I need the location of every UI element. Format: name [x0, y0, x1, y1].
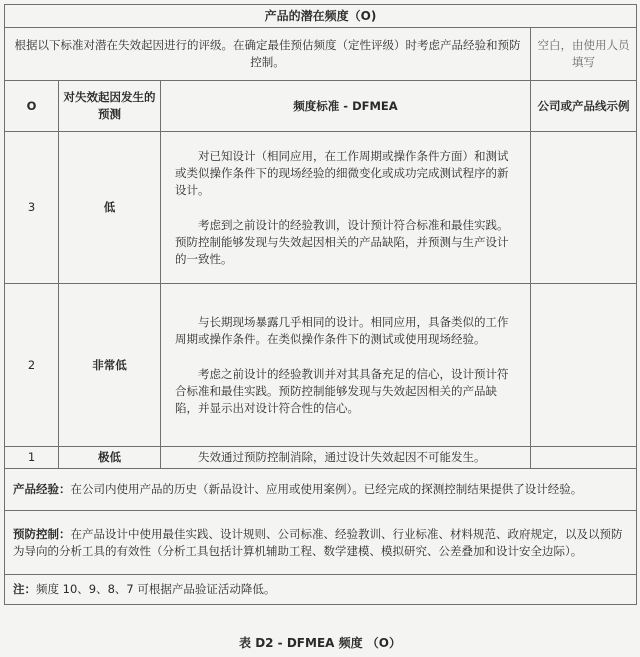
footnote-text: 在产品设计中使用最佳实践、设计规则、公司标准、经验教训、行业标准、材料规范、政府规定，以及以预防为导向的分析工具的有效性（分析工具包括计算机辅助工程、数学建模、模拟研究、公差叠加和设计安全边际）。: [13, 526, 623, 558]
footnote-label: 产品经验：: [13, 482, 71, 496]
criteria-paragraph: 与长期现场暴露几乎相同的设计。相同应用，具备类似的工作周期或操作条件。在类似操作条件下的测试或使用现场经验。: [175, 314, 509, 346]
row-criteria: [161, 447, 531, 469]
footnote-prevention-controls: [5, 511, 637, 575]
footnote-label: 预防控制：: [13, 526, 71, 541]
row-criteria: [161, 132, 531, 284]
row-example-cell: [531, 447, 637, 469]
row-o-value: 2: [5, 284, 59, 447]
table-row: [5, 447, 637, 469]
criteria-paragraph: 对已知设计（相同应用，在工作周期或操作条件方面）和测试或类似操作条件下的现场经验的细微变化或成功完成测试程序的新设计。: [175, 148, 509, 197]
dfmea-occurrence-table-document: [4, 4, 636, 605]
criteria-paragraph: 考虑到之前设计的经验教训，设计预计符合标准和最佳实践。预防控制能够发现与失效起因相关的产品缺陷，并预测与生产设计的一致性。: [175, 217, 509, 266]
footnote-label: 注：: [13, 582, 36, 596]
header-examples: 公司或产品线示例: [531, 81, 637, 132]
footnote-text: 在公司内使用产品的历史（新品设计、应用或使用案例）。已经完成的探测控制结果提供了设计经验。: [70, 482, 583, 496]
row-prediction: 极低: [59, 447, 161, 469]
header-o: O: [5, 81, 59, 132]
blank-note: 空白，由使用人员填写: [531, 28, 637, 81]
criteria-paragraph: 考虑之前设计的经验教训并对其具备充足的信心，设计预计符合标准和最佳实践。预防控制能够发现与失效起因相关的产品缺陷，并显示出对设计符合性的信心。: [175, 366, 509, 415]
table-intro: 根据以下标准对潜在失效起因进行的评级。在确定最佳预估频度（定性评级）时考虑产品经验和预防控制。: [5, 28, 531, 81]
row-criteria: [161, 284, 531, 447]
header-prediction: 对失效起因发生的预测: [59, 81, 161, 132]
occurrence-table: [4, 4, 637, 605]
row-o-value: 1: [5, 447, 59, 469]
table-title: 产品的潜在频度（O): [5, 5, 637, 28]
table-caption: 表 D2 - DFMEA 频度 （O）: [239, 636, 401, 650]
row-example-cell: [531, 284, 637, 447]
footnote-text: 频度 10、9、8、7 可根据产品验证活动降低。: [36, 582, 276, 596]
table-row: [5, 132, 637, 284]
footnote-note: [5, 575, 637, 605]
footnote-product-experience: [5, 469, 637, 511]
row-o-value: 3: [5, 132, 59, 284]
header-criteria: 频度标准 - DFMEA: [161, 81, 531, 132]
row-prediction: 非常低: [59, 284, 161, 447]
row-example-cell: [531, 132, 637, 284]
table-row: [5, 284, 637, 447]
criteria-paragraph: 失效通过预防控制消除，通过设计失效起因不可能发生。: [198, 450, 486, 464]
row-prediction: 低: [59, 132, 161, 284]
